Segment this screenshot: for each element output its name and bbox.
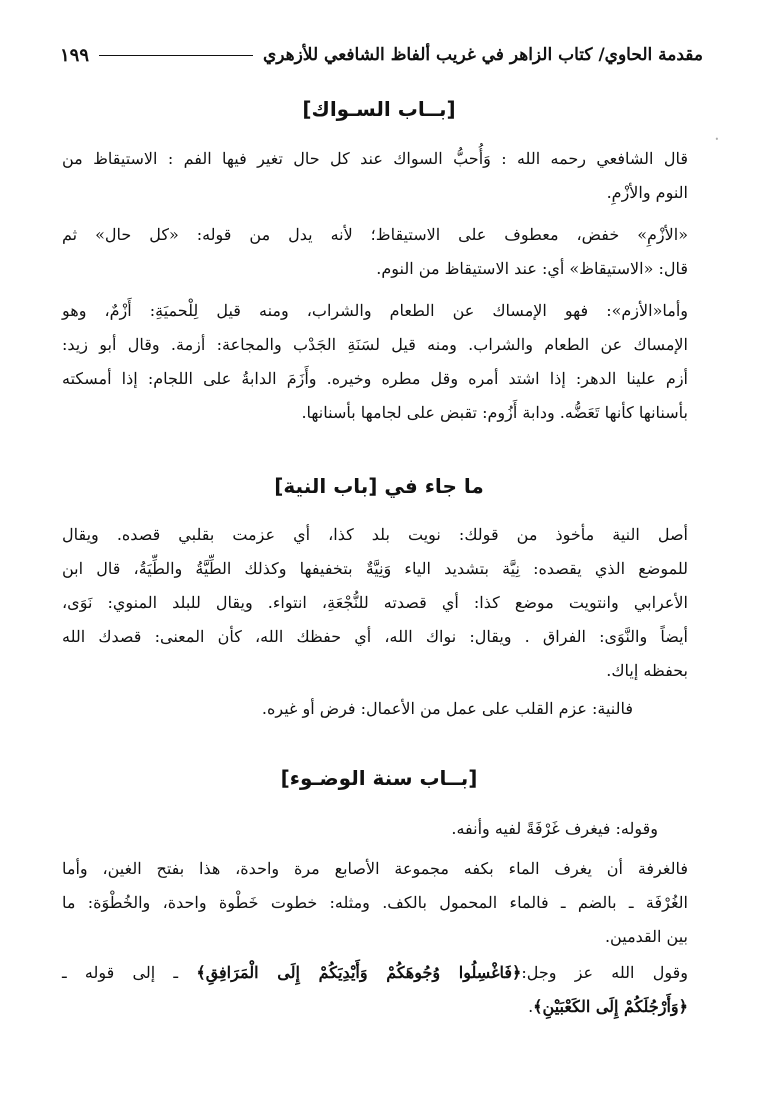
header-rule <box>99 55 253 56</box>
quote-connector: ـ إلى قوله ـ <box>62 963 197 982</box>
paragraph <box>62 692 688 726</box>
quote-end: . <box>528 997 534 1016</box>
text-line: الإمساك عن الطعام والشراب. ومنه قيل لسَنَةِ الجَدْب والمجاعة: أزمة. وقال أبو زيد: <box>62 335 688 354</box>
paragraph <box>62 294 688 430</box>
header-title: مقدمة الحاوي/ كتاب الزاهر في غريب ألفاظ الشافعي للأزهري <box>262 45 703 65</box>
running-header <box>60 40 703 70</box>
text-line: «الأزْمِ» خفض، معطوف على الاستيقاظ؛ لأنه يدل من قوله: «كل حال» ثم <box>62 225 688 244</box>
text-line: النوم والأزْمِ. <box>606 183 688 202</box>
text-line: وأما«الأزم»: فهو الإمساك عن الطعام والشراب، ومنه قيل لِلْحميَةِ: أَزْمٌ، وهو <box>62 301 689 320</box>
quote-intro: وقول الله عز وجل: <box>521 963 688 982</box>
section-heading-niyya: ما جاء في [باب النية] <box>274 474 484 498</box>
text-line: الأعرابي وانتويت موضع كذا: أي قصدته للنُّجْعَةِ، انتواء. ويقال للبلد المنوي: نَوَى، <box>62 593 688 612</box>
text-line: قال الشافعي رحمه الله : وَأُحبُّ السواك عند كل حال تغير فيها الفم : الاستيقاظ من <box>62 149 688 168</box>
text-line: أيضاً والنَّوَى: الفراق . ويقال: نواك الله، أي حفظك الله، كأن المعنى: قصدك الله <box>62 627 688 646</box>
text-line: بين القدمين. <box>604 927 688 946</box>
text-line: بحفظه إياك. <box>606 661 688 680</box>
paragraph <box>62 142 688 210</box>
section-heading-siwak: [بــاب السـواك] <box>302 97 456 121</box>
paragraph <box>62 812 688 846</box>
text-line: وقوله: فيغرف غَرْفَةً لفيه وأنفه. <box>451 819 658 838</box>
margin-mark: ꞏ <box>715 132 719 146</box>
quran-verse: ﴿فَاغْسِلُوا وُجُوهَكُمْ وَأَيْدِيَكُمْ إِلَى الْمَرَافِقِ﴾ <box>196 963 522 982</box>
paragraph <box>62 852 688 954</box>
text-line: فالنية: عزم القلب على عمل من الأعمال: فرض أو غيره. <box>261 699 633 718</box>
text-line: للموضع الذي يقصده: نِيَّة بتشديد الياء وَنِيَّةٌ بتخفيفها وكذلك الطِّيَّةُ والطِّيَةُ، قال ابن <box>62 559 688 578</box>
paragraph <box>62 518 688 688</box>
text-line: الغُرْفَة ـ بالضم ـ فالماء المحمول بالكف. ومثله: خطوت خَطْوة واحدة، والخُطْوَة: ما <box>62 893 688 912</box>
page-number: ١٩٩ <box>60 44 90 66</box>
quran-verse: ﴿وَأَرْجُلَكُمْ إِلَى الكَعْبَيْنِ﴾ <box>533 997 688 1016</box>
quran-quote-paragraph <box>62 956 688 1024</box>
text-line: فالغرفة أن يغرف الماء بكفه مجموعة الأصابع مرة واحدة، هذا بفتح الغين، وأما <box>62 859 688 878</box>
text-line: أصل النية مأخوذ من قولك: نويت بلد كذا، أي عزمت بقلبي قصده. ويقال <box>62 525 688 544</box>
text-line: أزم علينا الدهر: إذا اشتد أمره وقل مطره وخيره. وأَزَمَ الدابةُ على اللجام: إذا أمسكته <box>62 369 688 388</box>
paragraph <box>62 218 688 286</box>
section-heading-wudu: [بــاب سنة الوضـوء] <box>280 766 478 790</box>
text-line: بأسنانها كأنها تَعَضُّه. ودابة أَزُوم: تقبض على لجامها بأسنانها. <box>301 403 688 422</box>
text-line: قال: «الاستيقاظ» أي: عند الاستيقاظ من النوم. <box>376 259 688 278</box>
